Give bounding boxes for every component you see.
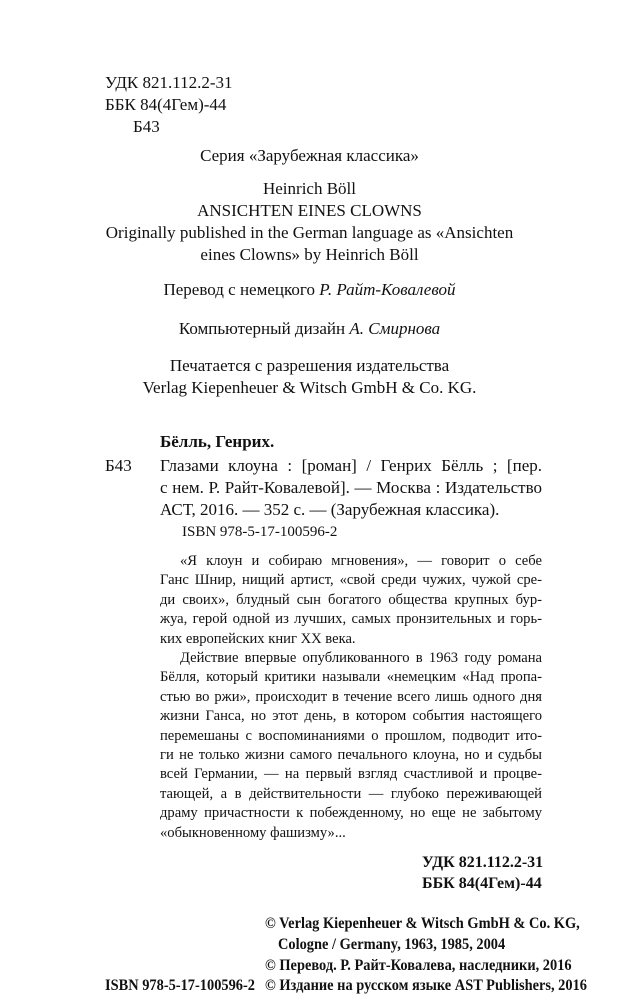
annotation-line: всей Германии, — на первый взгляд счастливой и процве- xyxy=(160,766,542,783)
permission-line-2: Verlag Kiepenheuer & Witsch GmbH & Co. KG. xyxy=(142,378,477,397)
author-mark: Б43 xyxy=(133,117,160,136)
original-author: Heinrich Böll xyxy=(262,179,356,198)
copyright-line: © Verlag Kiepenheuer & Witsch GmbH & Co. KG, xyxy=(265,915,580,932)
design-credit xyxy=(0,318,619,340)
series-title: Серия «Зарубежная классика» xyxy=(200,146,419,165)
annotation-line: Действие впервые опубликованного в 1963 году романа xyxy=(180,650,542,666)
translation-credit xyxy=(0,279,619,301)
annotation-line: перемешаны с воспоминаниями о прошлом, подводит ито- xyxy=(160,727,542,744)
original-note-line-1: Originally published in the German language as «Ansichten xyxy=(105,223,514,242)
annotation-line: «Я клоун и собираю мгновения», — говорит о себе xyxy=(180,553,542,569)
catalog-line: с нем. Р. Райт-Ковалевой]. — Москва : Издательство xyxy=(160,478,542,497)
copyright-line: © Перевод. Р. Райт-Ковалева, наследники, 2016 xyxy=(265,957,572,974)
bbk-code: ББК 84(4Гем)-44 xyxy=(105,95,227,114)
copyright-line: © Издание на русском языке AST Publishers, 2016 xyxy=(265,977,587,994)
copyright-line: Cologne / Germany, 1963, 1985, 2004 xyxy=(278,936,506,953)
bottom-bbk-code: ББК 84(4Гем)-44 xyxy=(422,875,542,892)
annotation-line: драму причастности к побежденному, но еще не забытому xyxy=(160,805,542,822)
catalog-mark: Б43 xyxy=(105,456,132,475)
catalog-line: АСТ, 2016. — 352 с. — (Зарубежная классика). xyxy=(160,500,500,519)
annotation-line: ди своих», блудный сын богатого общества крупных бур- xyxy=(160,591,542,608)
annotation-line: ких европейских книг XX века. xyxy=(160,630,356,647)
designer-name: А. Смирнова xyxy=(349,319,441,338)
original-note-line-2: eines Clowns» by Heinrich Böll xyxy=(200,245,419,264)
annotation-line: Ганс Шнир, нищий артист, «свой среди чужих, чужой сре- xyxy=(160,572,542,589)
original-title: ANSICHTEN EINES CLOWNS xyxy=(197,201,422,220)
translator-name: Р. Райт-Ковалевой xyxy=(319,280,456,299)
bottom-udk-code: УДК 821.112.2-31 xyxy=(422,854,544,871)
annotation-line: жизни Ганса, но этот день, в котором события настоящего xyxy=(160,708,542,725)
catalog-line: Глазами клоуна : [роман] / Генрих Бёлль ; [пер. xyxy=(160,456,542,475)
annotation-line: Бёлля, который критики называли «немецким «Над пропа- xyxy=(160,669,542,686)
catalog-heading: Бёлль, Генрих. xyxy=(160,432,275,451)
isbn-bottom: ISBN 978-5-17-100596-2 xyxy=(105,977,256,994)
design-label: Компьютерный дизайн xyxy=(178,319,346,338)
annotation-line: жуа, герой одной из лучших, самых пронзительных и горь- xyxy=(160,611,542,628)
annotation-line: стью во ржи», происходит в течение всего лишь одного дня xyxy=(160,688,542,705)
translation-label: Перевод с немецкого xyxy=(163,280,315,299)
annotation-line: ги не только жизни самого печального клоуна, но и судьбы xyxy=(160,747,542,763)
annotation-line: «обыкновенному фашизму»... xyxy=(160,824,346,841)
udk-code: УДК 821.112.2-31 xyxy=(105,73,233,92)
catalog-isbn: ISBN 978-5-17-100596-2 xyxy=(182,524,338,540)
annotation-line: тающей, а в действительности — глубоко переживающей xyxy=(160,785,542,802)
permission-line-1: Печатается с разрешения издательства xyxy=(169,356,450,375)
